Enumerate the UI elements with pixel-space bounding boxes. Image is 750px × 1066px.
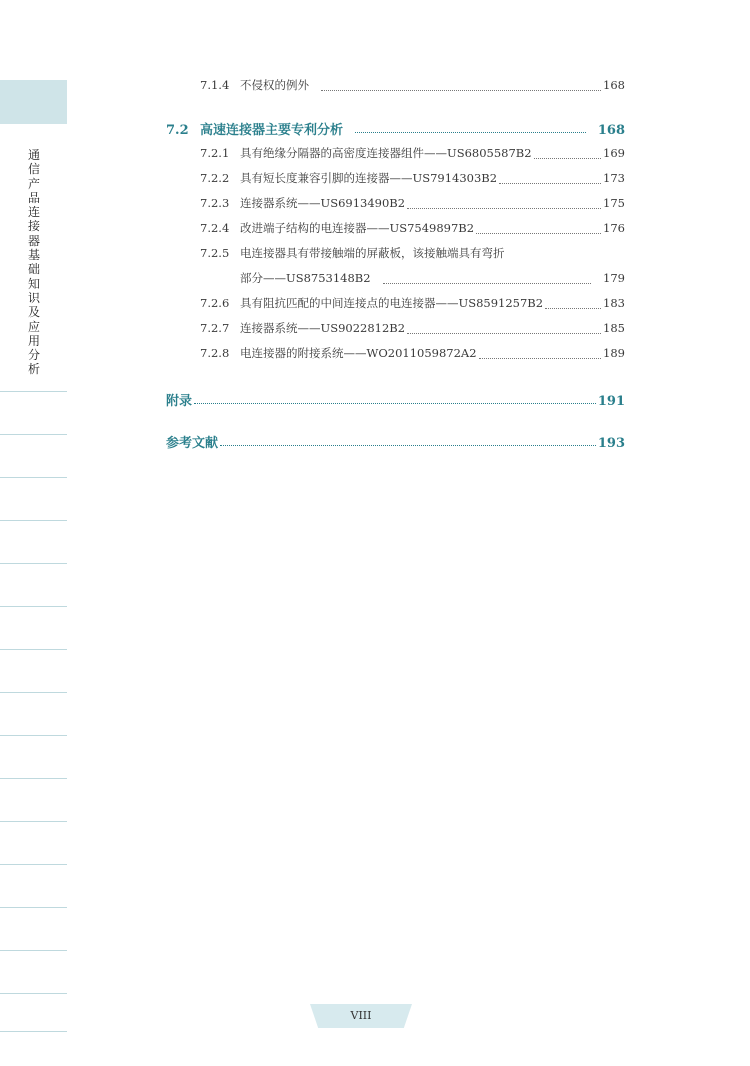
toc-section-title: 高速连接器主要专利分析 <box>200 123 344 138</box>
toc-entry-number: 7.2.3 <box>200 196 230 210</box>
toc-entry-7-2-3[interactable] <box>200 195 625 215</box>
sidebar-tab <box>0 80 67 124</box>
toc-entry-title: 电连接器具有带接触端的屏蔽板，该接触端具有弯折 <box>240 246 505 260</box>
sidebar-rule <box>0 649 67 650</box>
sidebar-rule <box>0 434 67 435</box>
toc-section-page: 191 <box>597 394 625 409</box>
toc-entry-title-continued: 部分——US8753148B2 <box>240 271 371 285</box>
dot-leader <box>476 232 601 234</box>
toc-entry-title: 连接器系统——US9022812B2 <box>240 321 406 335</box>
toc-entry-page: 189 <box>603 346 625 360</box>
toc-entry-page: 185 <box>603 321 625 335</box>
page-number: VIII <box>350 1009 372 1022</box>
sidebar-rule <box>0 735 67 736</box>
toc-entry-number: 7.2.1 <box>200 146 230 160</box>
toc-entry-number: 7.2.2 <box>200 171 230 185</box>
toc-entry-title: 不侵权的例外 <box>240 78 309 92</box>
dot-leader <box>194 402 596 404</box>
toc-section-page: 168 <box>597 123 625 138</box>
toc-entry-7-1-4[interactable] <box>200 77 625 97</box>
toc-entry-7-2-4[interactable] <box>200 220 625 240</box>
book-title-vertical: 通信产品连接器基础知识及应用分析 <box>27 148 40 377</box>
toc-entry-7-2-1[interactable] <box>200 145 625 165</box>
toc-entry-title: 改进端子结构的电连接器——US7549897B2 <box>240 221 475 235</box>
sidebar-rule <box>0 1031 67 1032</box>
toc-section-title: 附录 <box>166 394 193 409</box>
toc-entry-7-2-2[interactable] <box>200 170 625 190</box>
toc-entry-number: 7.1.4 <box>200 78 230 92</box>
toc-entry-title: 具有阻抗匹配的中间连接点的电连接器——US8591257B2 <box>240 296 544 310</box>
toc-entry-7-2-5[interactable] <box>200 245 625 265</box>
dot-leader <box>321 89 601 91</box>
dot-leader <box>499 182 601 184</box>
toc-entry-page: 183 <box>603 296 625 310</box>
dot-leader <box>534 157 601 159</box>
toc-entry-page: 176 <box>603 221 625 235</box>
toc-entry-number: 7.2.5 <box>200 246 230 260</box>
sidebar-rule <box>0 821 67 822</box>
toc-section-title: 参考文献 <box>166 436 219 451</box>
toc-references[interactable] <box>166 432 625 452</box>
toc-section-7-2[interactable] <box>166 119 625 139</box>
sidebar-rule <box>0 907 67 908</box>
toc-entry-title: 电连接器的附接系统——WO2011059872A2 <box>240 346 477 360</box>
sidebar-rule <box>0 563 67 564</box>
toc-entry-page: 179 <box>603 271 625 285</box>
sidebar-rule <box>0 606 67 607</box>
dot-leader <box>545 307 601 309</box>
toc-entry-title: 连接器系统——US6913490B2 <box>240 196 406 210</box>
toc-entry-page: 175 <box>603 196 625 210</box>
toc-entry-title: 具有绝缘分隔器的高密度连接器组件——US6805587B2 <box>240 146 532 160</box>
sidebar-rule <box>0 778 67 779</box>
sidebar-rule <box>0 477 67 478</box>
toc-entry-7-2-6[interactable] <box>200 295 625 315</box>
dot-leader <box>479 357 602 359</box>
sidebar-rule <box>0 520 67 521</box>
sidebar-rule <box>0 864 67 865</box>
sidebar-rule <box>0 391 67 392</box>
toc-entry-page: 168 <box>603 78 625 92</box>
dot-leader <box>407 207 601 209</box>
toc-entry-7-2-8[interactable] <box>200 345 625 365</box>
toc-entry-page: 169 <box>603 146 625 160</box>
toc-entry-page: 173 <box>603 171 625 185</box>
dot-leader <box>355 131 586 133</box>
toc-entry-number: 7.2.7 <box>200 321 230 335</box>
toc-entry-number: 7.2.4 <box>200 221 230 235</box>
sidebar-rule <box>0 950 67 951</box>
dot-leader <box>383 282 591 284</box>
toc-section-page: 193 <box>597 436 625 451</box>
sidebar-rule <box>0 993 67 994</box>
toc-entry-number: 7.2.6 <box>200 296 230 310</box>
toc-appendix[interactable] <box>166 390 625 410</box>
dot-leader <box>220 444 596 446</box>
toc-section-number: 7.2 <box>166 123 189 138</box>
toc-entry-title: 具有短长度兼容引脚的连接器——US7914303B2 <box>240 171 498 185</box>
dot-leader <box>407 332 601 334</box>
toc-entry-7-2-7[interactable] <box>200 320 625 340</box>
toc-entry-number: 7.2.8 <box>200 346 230 360</box>
toc-entry-7-2-5-continued[interactable] <box>240 270 625 290</box>
sidebar-rule <box>0 692 67 693</box>
